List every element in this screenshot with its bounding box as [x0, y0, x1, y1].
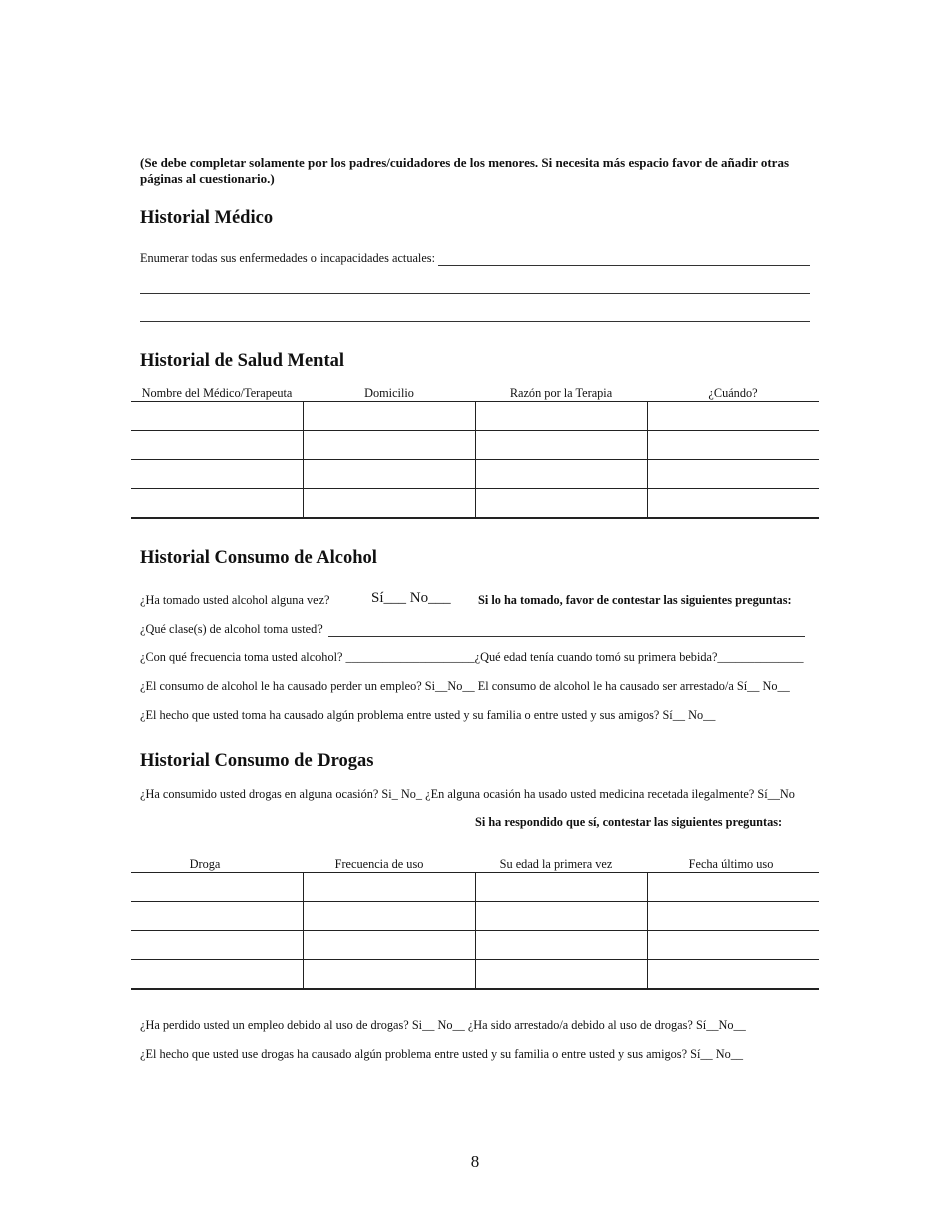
medical-answer-line-3[interactable]	[140, 321, 810, 322]
table-cell[interactable]	[303, 873, 475, 902]
table-cell[interactable]	[303, 431, 475, 460]
table-cell[interactable]	[475, 931, 647, 960]
table-cell[interactable]	[475, 902, 647, 931]
drugs-col-first-age: Su edad la primera vez	[499, 857, 613, 871]
drugs-col-drug: Droga	[189, 857, 221, 871]
medical-history-heading: Historial Médico	[140, 208, 274, 228]
table-cell[interactable]	[303, 902, 475, 931]
table-row	[131, 460, 819, 489]
table-cell[interactable]	[303, 960, 475, 990]
alcohol-q1-answer[interactable]: Sí___ No___	[371, 590, 451, 606]
drugs-table	[131, 872, 819, 990]
table-row	[131, 402, 819, 431]
table-cell[interactable]	[647, 960, 819, 990]
drug-history-heading: Historial Consumo de Drogas	[140, 751, 374, 771]
table-cell[interactable]	[647, 931, 819, 960]
table-cell[interactable]	[475, 431, 647, 460]
medical-answer-line-2[interactable]	[140, 293, 810, 294]
table-cell[interactable]	[647, 489, 819, 519]
mental-col-doctor: Nombre del Médico/Terapeuta	[141, 386, 293, 400]
drugs-q1: ¿Ha consumido usted drogas en alguna ocasión? Si_ No_ ¿En alguna ocasión ha usado usted medicina recetada ilegalmente? Sí__No	[140, 787, 795, 801]
table-cell[interactable]	[303, 402, 475, 431]
mental-health-table	[131, 401, 819, 519]
table-cell[interactable]	[131, 431, 303, 460]
medical-conditions-prompt: Enumerar todas sus enfermedades o incapacidades actuales:	[140, 251, 435, 265]
table-cell[interactable]	[303, 489, 475, 519]
table-row	[131, 960, 819, 990]
mental-col-address: Domicilio	[364, 386, 414, 400]
drugs-q3: ¿El hecho que usted use drogas ha causado algún problema entre usted y su familia o entre usted y sus amigos? Sí__ No__	[140, 1047, 744, 1061]
table-cell[interactable]	[647, 902, 819, 931]
mental-health-heading: Historial de Salud Mental	[140, 351, 345, 371]
mental-col-when: ¿Cuándo?	[708, 386, 758, 400]
table-cell[interactable]	[131, 873, 303, 902]
alcohol-q1-note: Si lo ha tomado, favor de contestar las siguientes preguntas:	[478, 593, 792, 607]
alcohol-q2: ¿Qué clase(s) de alcohol toma usted?	[140, 622, 323, 636]
table-cell[interactable]	[647, 460, 819, 489]
alcohol-q1: ¿Ha tomado usted alcohol alguna vez?	[140, 593, 330, 607]
table-cell[interactable]	[647, 873, 819, 902]
table-cell[interactable]	[475, 489, 647, 519]
intro-note: (Se debe completar solamente por los padres/cuidadores de los menores. Si necesita más espacio favor de añadir otras páginas al cuestionario.)	[140, 155, 790, 186]
table-row	[131, 431, 819, 460]
page-number: 8	[470, 1152, 480, 1171]
medical-answer-line-1[interactable]	[438, 265, 810, 266]
table-cell[interactable]	[475, 460, 647, 489]
table-row	[131, 902, 819, 931]
alcohol-q4: ¿El consumo de alcohol le ha causado perder un empleo? Si__No__ El consumo de alcohol le ha causado ser arrestado/a Sí__ No__	[140, 679, 790, 693]
table-cell[interactable]	[303, 931, 475, 960]
table-cell[interactable]	[475, 402, 647, 431]
table-row	[131, 931, 819, 960]
table-cell[interactable]	[131, 960, 303, 990]
table-cell[interactable]	[131, 489, 303, 519]
mental-col-reason: Razón por la Terapia	[509, 386, 613, 400]
table-cell[interactable]	[647, 402, 819, 431]
table-cell[interactable]	[475, 873, 647, 902]
drugs-col-frequency: Frecuencia de uso	[334, 857, 424, 871]
table-row	[131, 873, 819, 902]
drugs-note: Si ha respondido que sí, contestar las siguientes preguntas:	[475, 815, 783, 829]
alcohol-q3: ¿Con qué frecuencia toma usted alcohol? _____________________¿Qué edad tenía cuando tomó su primera bebida?______________	[140, 650, 804, 664]
table-cell[interactable]	[475, 960, 647, 990]
alcohol-history-heading: Historial Consumo de Alcohol	[140, 548, 377, 568]
table-cell[interactable]	[131, 402, 303, 431]
table-cell[interactable]	[131, 902, 303, 931]
table-cell[interactable]	[303, 460, 475, 489]
drugs-col-last-use: Fecha último uso	[688, 857, 774, 871]
table-cell[interactable]	[131, 931, 303, 960]
table-cell[interactable]	[131, 460, 303, 489]
drugs-q2: ¿Ha perdido usted un empleo debido al uso de drogas? Si__ No__ ¿Ha sido arrestado/a debido al uso de drogas? Sí__No__	[140, 1018, 746, 1032]
table-cell[interactable]	[647, 431, 819, 460]
table-row	[131, 489, 819, 519]
alcohol-q5: ¿El hecho que usted toma ha causado algún problema entre usted y su familia o entre usted y sus amigos? Sí__ No__	[140, 708, 716, 722]
alcohol-q2-answer-line[interactable]	[328, 636, 805, 637]
